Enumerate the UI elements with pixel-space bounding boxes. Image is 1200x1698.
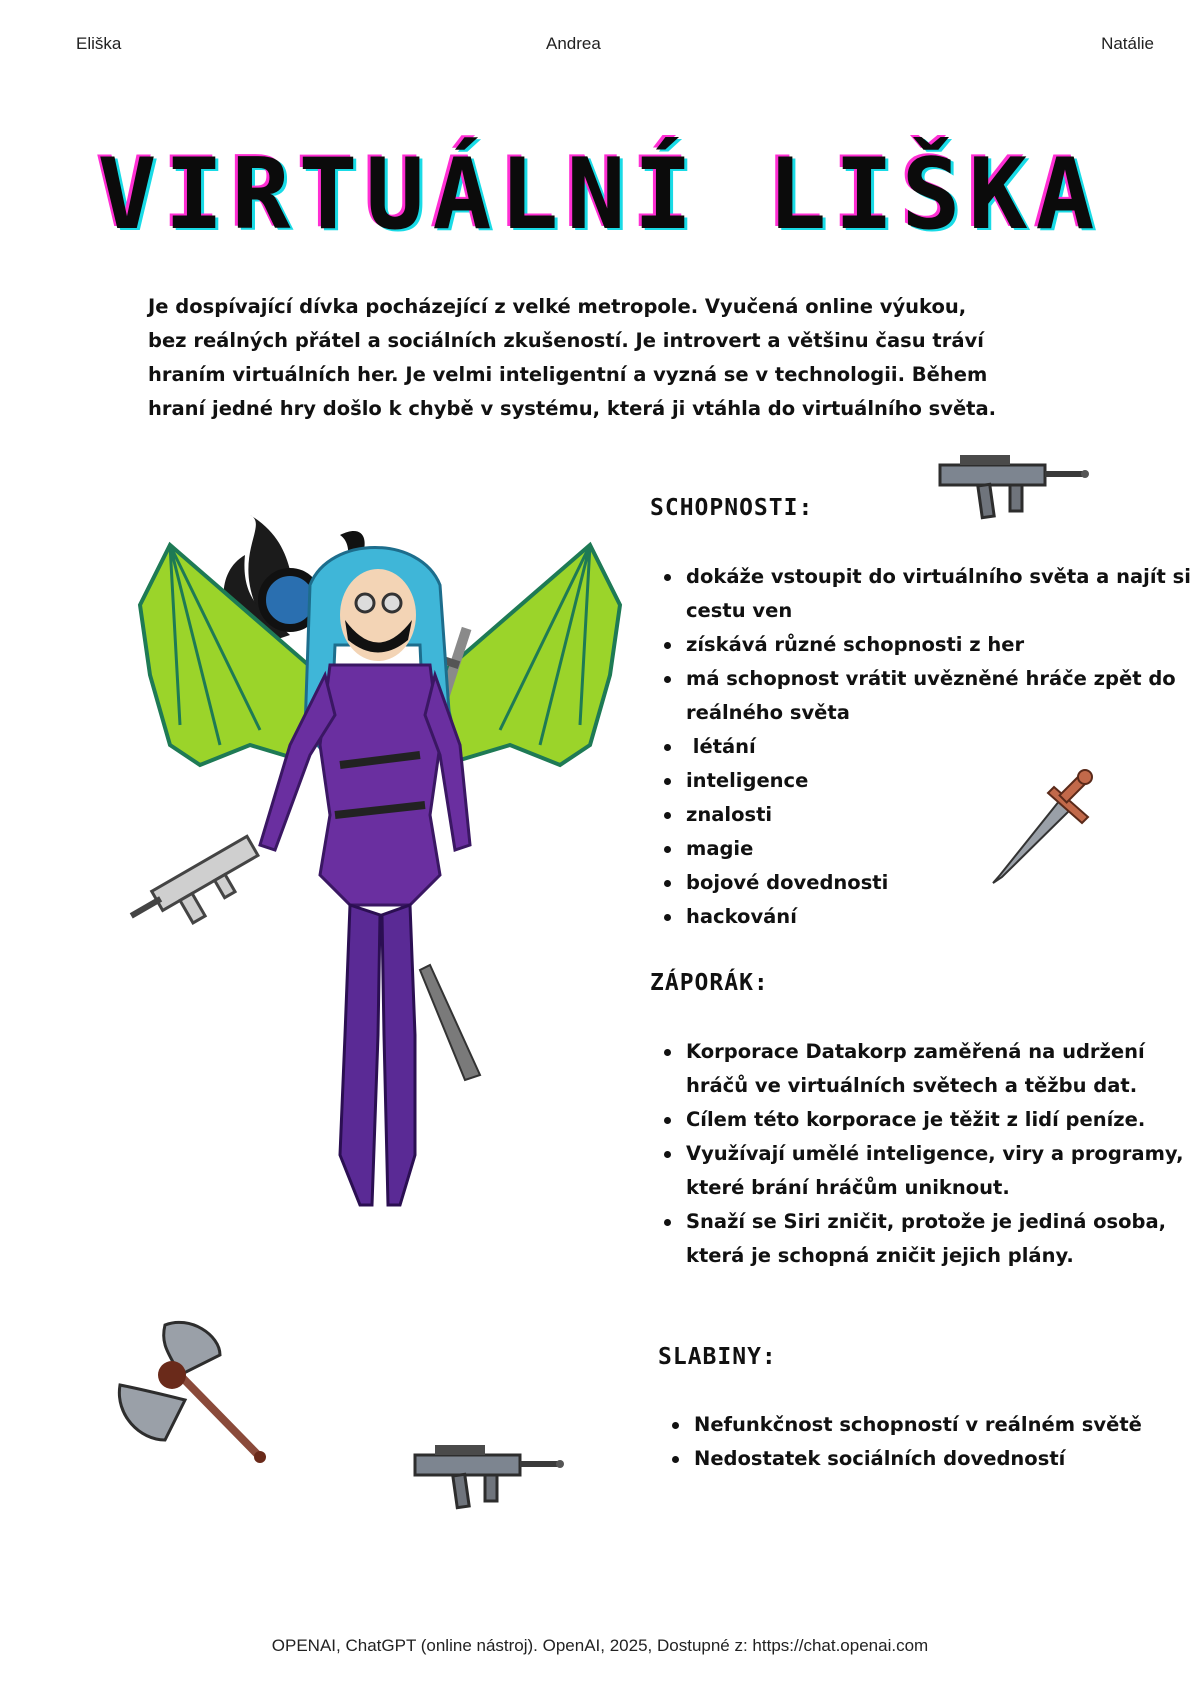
character-illustration [140,515,640,1275]
list-item: Nefunkčnost schopností v reálném světě [694,1408,1200,1442]
list-item: hackování [686,900,1196,934]
page-title: VIRTUÁLNÍ LIŠKA [97,138,1103,252]
author-left: Eliška [76,34,122,53]
list-item: dokáže vstoupit do virtuálního světa a najít si cestu ven [686,560,1196,628]
list-item: znalosti [686,798,1196,832]
abilities-heading: SCHOPNOSTI: [650,495,814,521]
list-item: Korporace Datakorp zaměřená na udržení hráčů ve virtuálních světech a těžbu dat. [686,1035,1196,1103]
abilities-list [652,560,1196,934]
axe-icon [110,1305,270,1465]
list-item: Cílem této korporace je těžit z lidí peníze. [686,1103,1196,1137]
weaknesses-heading: SLABINY: [658,1344,777,1370]
author-right: Natálie [1101,34,1154,53]
list-item: získává různé schopnosti z her [686,628,1196,662]
list-item: magie [686,832,1196,866]
list-item: inteligence [686,764,1196,798]
weaknesses-list [660,1408,1200,1476]
rifle-icon-bottom [410,1445,570,1515]
list-item: má schopnost vrátit uvězněné hráče zpět do reálného světa [686,662,1196,730]
author-center: Andrea [546,34,601,53]
list-item: létání [686,730,1196,764]
rifle-icon [940,455,1090,525]
reference-footer: OPENAI, ChatGPT (online nástroj). OpenAI, 2025, Dostupné z: https://chat.openai.com [271,1636,929,1655]
list-item: Využívají umělé inteligence, viry a programy, které brání hráčům uniknout. [686,1137,1196,1205]
villain-heading: ZÁPORÁK: [650,970,769,996]
villain-list [652,1035,1196,1273]
intro-paragraph: Je dospívající dívka pocházející z velké metropole. Vyučená online výukou, bez reálných přátel a sociálních zkušeností. Je introvert a většinu času tráví hraním virtuálních her. Je velmi inteligentní a vyzná se v technologii. Během hraní jedné hry došlo k chybě v systému, která ji vtáhla do virtuálního světa. [148,295,997,420]
list-item: Nedostatek sociálních dovedností [694,1442,1200,1476]
list-item: Snaží se Siri zničit, protože je jediná osoba, která je schopná zničit jejich plány. [686,1205,1196,1273]
list-item: bojové dovednosti [686,866,1196,900]
